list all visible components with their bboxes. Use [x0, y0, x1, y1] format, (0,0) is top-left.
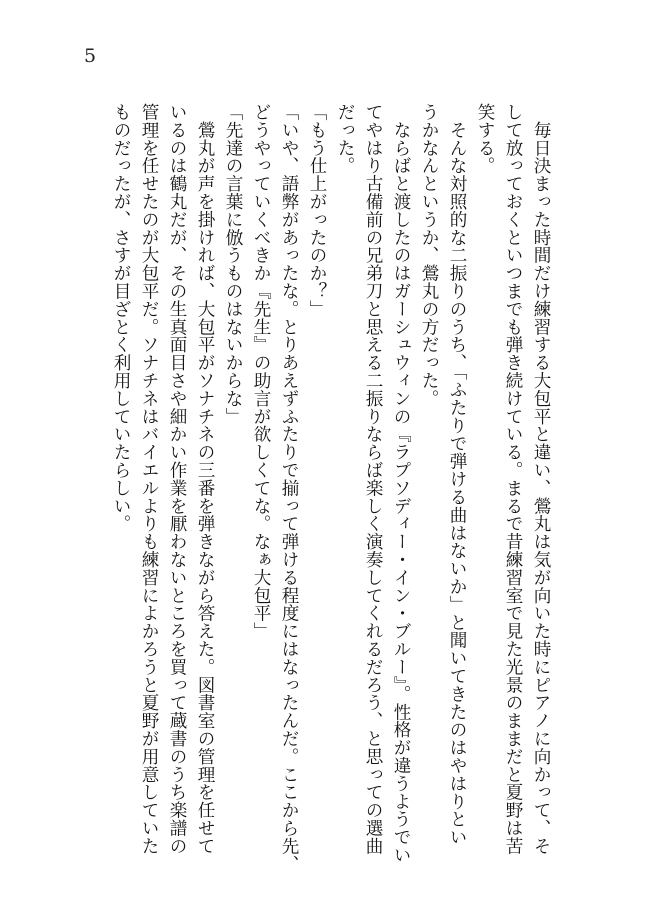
text-line: 管理を任せたのが大包平だ。ソナチネはバイエルよりも練習によかろうと夏野が用意していた [139, 103, 159, 855]
text-line: ならばと渡したのはガーシュウィンの『ラプソディー・イン・ブルー』。性格が違うようでい [391, 103, 411, 864]
text-line: そんな対照的な二振りのうち、「ふたりで弾ける曲はないか」と聞いてきたのはやはりとい [447, 103, 467, 846]
text-line: 「いや、語弊があったな。とりあえずふたりで揃って弾ける程度にはなったんだ。ここから先、 [279, 103, 299, 873]
text-line: 笑する。 [475, 103, 495, 175]
text-line: いるのは鶴丸だが、その生真面目さや細かい作業を厭わないところを買って蔵書のうち楽譜の [167, 103, 187, 855]
text-line: 「もう仕上がったのか？」 [307, 103, 327, 318]
text-line: 毎日決まった時間だけ練習する大包平と違い、鶯丸は気が向いた時にピアノに向かって、そ [531, 103, 551, 855]
text-line: うかなんというか、鶯丸の方だった。 [419, 103, 439, 408]
page-number: 5 [84, 45, 97, 67]
text-line: 鶯丸が声を掛ければ、大包平がソナチネの三番を弾きながら答えた。図書室の管理を任せて [195, 103, 215, 855]
text-line: ものだったが、さすが目ざとく利用していたらしい。 [111, 103, 131, 533]
text-line: だった。 [335, 103, 355, 175]
text-line: てやはり古備前の兄弟刀と思える二振りならば楽しく演奏してくれるだろう、と思っての選曲 [363, 103, 383, 855]
text-line: どうやっていくべきか『先生』の助言が欲しくてな。なぁ大包平」 [251, 103, 271, 640]
text-line: 「先達の言葉に倣うものはないからな」 [223, 103, 243, 426]
vertical-text-block [109, 103, 552, 873]
text-line: して放っておくといつまでも弾き続けている。まるで昔練習室で見た光景のままだと夏野は苦 [503, 103, 523, 855]
